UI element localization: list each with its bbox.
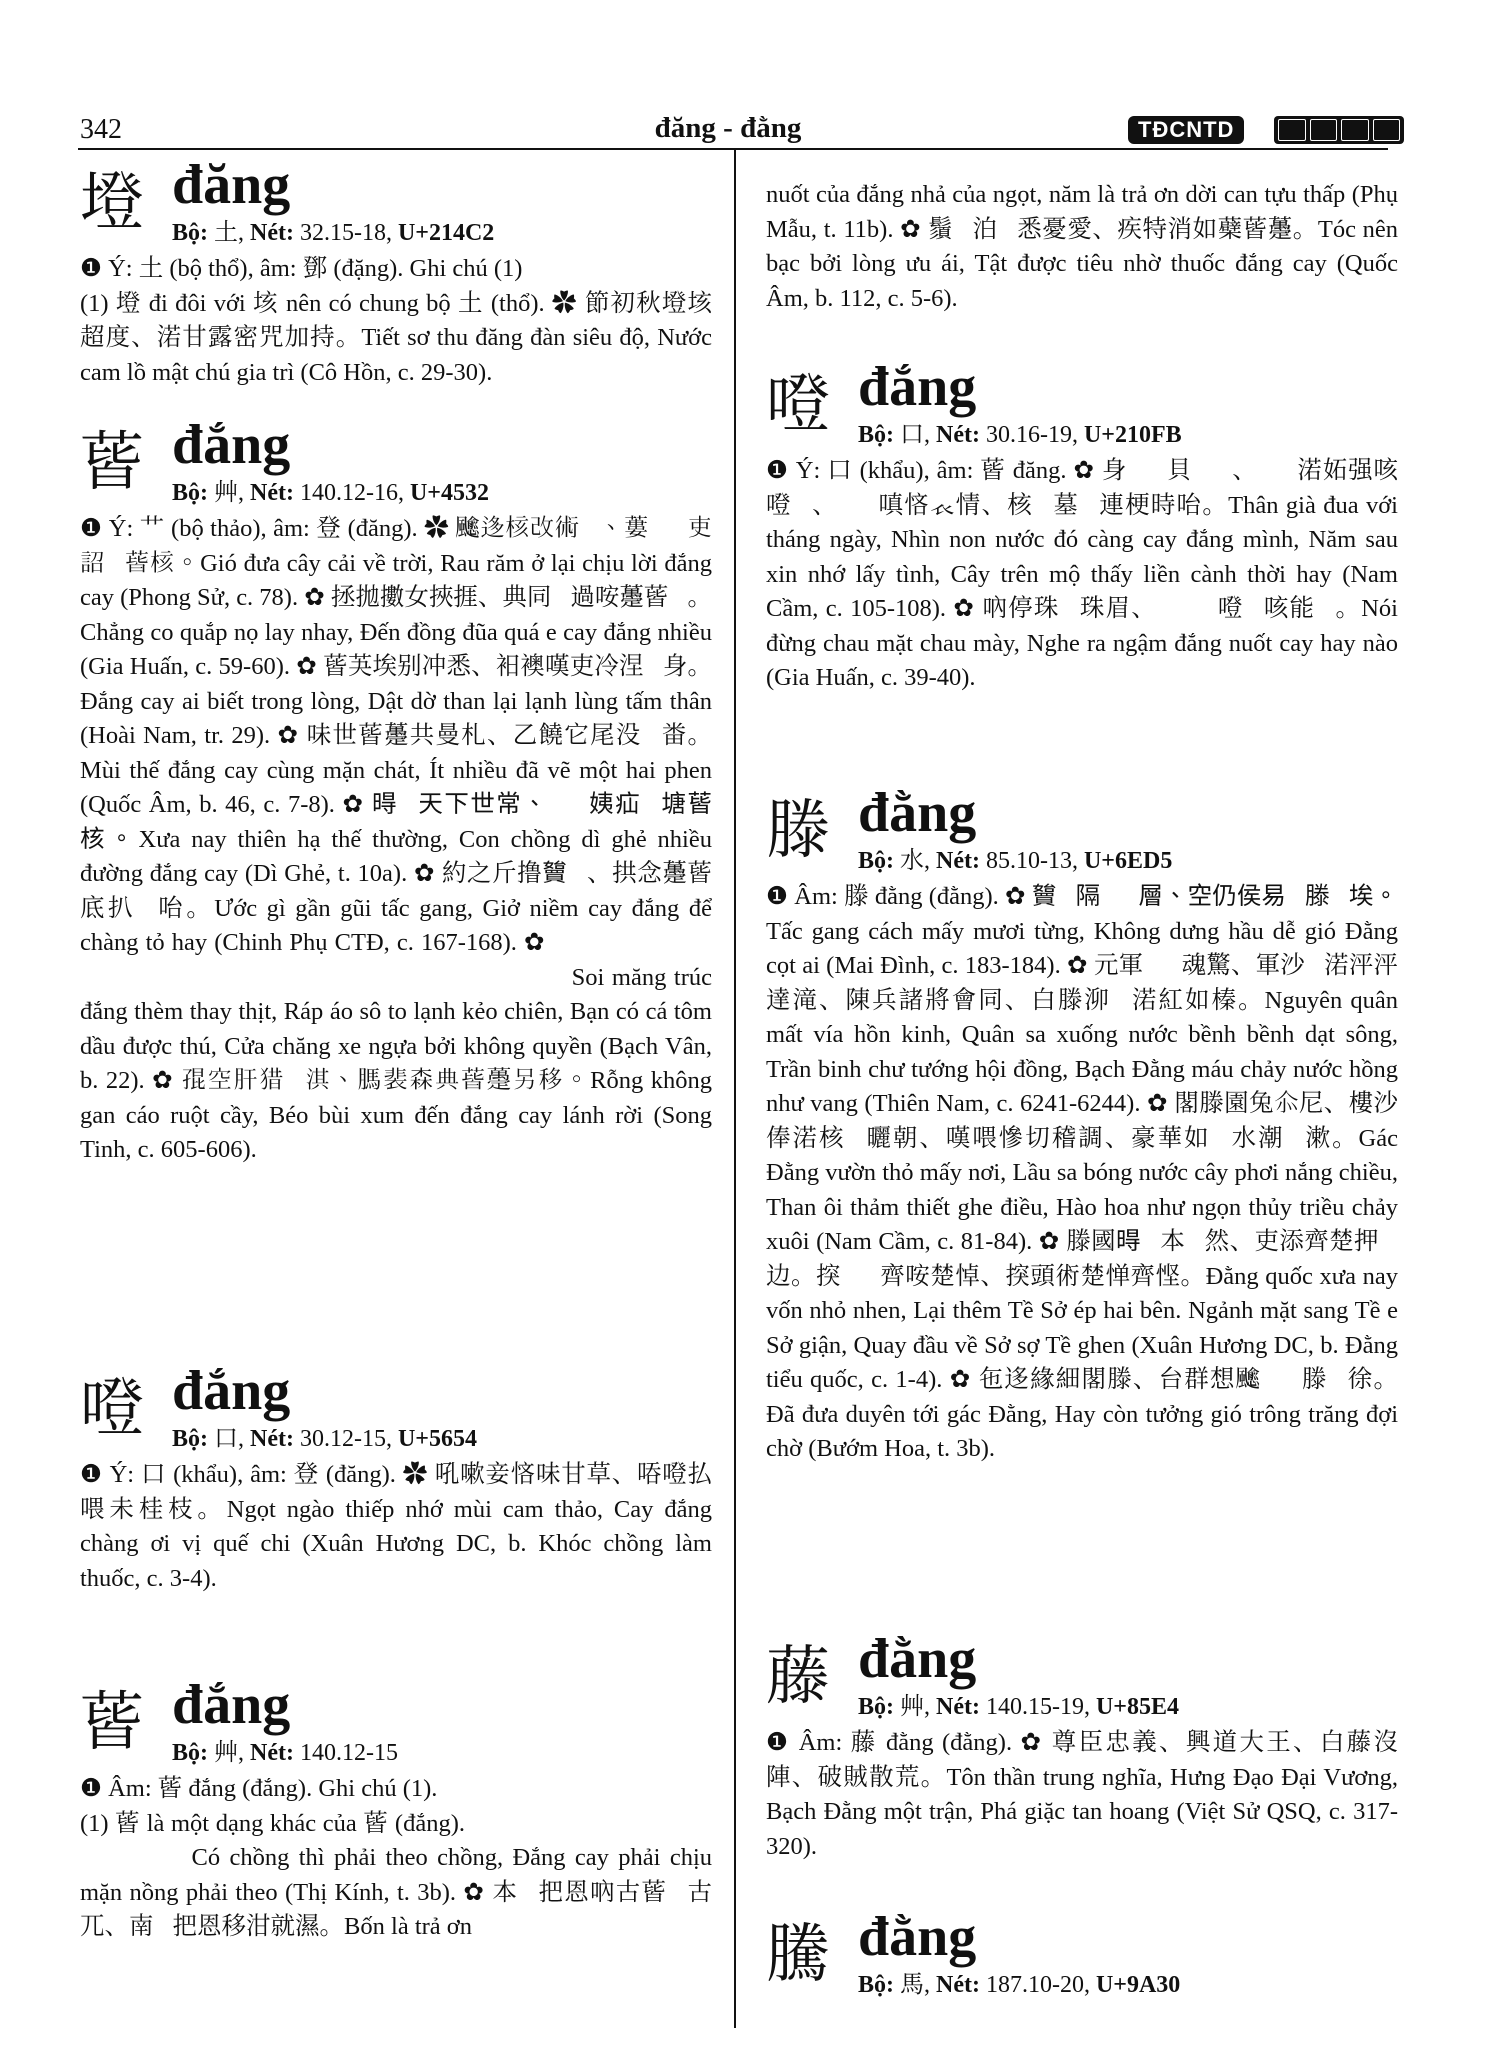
entry-glyph: 騰 (766, 1918, 830, 1992)
entry-definition: ❶ Âm: 滕 đằng (đằng). ✿ 𡤓𪬙隔𠇍𨑮層、空仍侯易𩙍滕𥗾埃。Tấc gang cách mấy mươi từng, Không dưng hầu dễ gió Đằng cọt ai (Mai Đình, c. 183-184). ✿ 元軍𣅶𡉦魂驚、軍沙𠾕渃泙泙達滝、陳兵諸將會同、白滕泖𣴜渃紅如榛。Nguyên quân mất vía hồn kinh, Quân sa xuống nước bềnh bềnh dạt sông, Trần binh chư tướng hội đồng, Bạch Đằng máu chảy nước hồng như vang (Thiên Nam, c. 6241-6244). ✿ 閣滕園兔𠇍尼、樓沙俸渃核𣊾曬朝、嘆喂慘切稽調、豪華如𦹵水潮𣴜漱。Gác Đằng vườn thỏ mấy nơi, Lầu sa bóng nước cây phơi nắng chiều, Than ôi thảm thiết ghe điều, Hào hoa như ngọn thủy triều chảy xuôi (Nam Cầm, c. 81-84). ✿ 滕國𣈜𣅶本𣴭然、吏添齊楚押𨕭边。揬𥈺𨖲齊咹楚悼、揬頭術楚惮齊悭。Đằng quốc xưa nay vốn nhỏ nhen, Lại thêm Tề Sở ép hai bên. Ngảnh mặt sang Tề e Sở giận, Quay đầu về Sở sợ Tề ghen (Xuân Hương DC, b. Đằng tiểu quốc, c. 1-4). ✿ 㐌迻緣細閣滕、台群想𩙍𪮊𩄲滕𡗶徐。Đã đưa duyên tới gác Đằng, Hay còn tưởng gió trông trăng đợi chờ (Bướm Hoa, t. 3b). (766, 883, 1398, 1462)
entry-info: Bộ: 口, Nét: 30.16-19, U+210FB (858, 422, 1182, 448)
right-column (766, 178, 1398, 2018)
entry-note: (1) 蒈 là một dạng khác của 蒈 (đắng). ✿ 𨀈𡖡時沛蹺𡖡、蒈𧄌沛詔𠻃噥沛蹺。Có chồng thì phải theo chồng, Đắng cay phải chịu mặn nồng phải theo (Thị Kính, t. 3b). ✿ 本𠸗把恩吶古蒈𬩘古兀、南𠸗把恩移泔就濕。Bốn là trả ơn (80, 1809, 712, 1940)
entry-glyph: 滕 (766, 794, 830, 868)
entry-continuation (766, 178, 1398, 348)
entry (80, 1360, 712, 1666)
left-column (80, 154, 712, 1959)
entry-info: Bộ: 口, Nét: 30.12-15, U+5654 (172, 1426, 477, 1452)
entry-head (766, 782, 1398, 880)
entry-head (80, 154, 712, 252)
entry-headword: đắng (858, 356, 977, 418)
entry-note: (1) 墱 đi đôi với 垓 nên có chung bộ 土 (thổ). ✿ 節初秋墱垓超度、渃甘露密咒加持。Tiết sơ thu đăng đàn siêu độ, Nước cam lồ mật chú gia trì (Cô Hồn, c. 29-30). (80, 289, 712, 386)
page-header (78, 112, 1378, 152)
page-number: 342 (80, 114, 122, 145)
entry-info: Bộ: 水, Nét: 85.10-13, U+6ED5 (858, 848, 1173, 874)
entry-glyph: 噔 (766, 368, 830, 442)
continuation-text: nuốt của đắng nhả của ngọt, năm là trả ơn dời can tựu thấp (Phụ Mẫu, t. 11b). ✿ 鬚𩯀泊𪶁悉憂愛、疾特消如蘗蒈𧄌。Tóc nên bạc bởi lòng ưu ái, Tật được tiêu nhờ thuốc đắng cay (Quốc Âm, b. 112, c. 5-6). (766, 181, 1398, 312)
entry-glyph: 藤 (766, 1640, 830, 1714)
entry-definition: ❶ Ý: 艹 (bộ thảo), âm: 登 (đăng). ✿ 𩙍迻核改術𡗶、蔞𦹳𤤰吏詔𠳨蒈核。Gió đưa cây cải về trời, Rau răm ở lại chịu lời đắng cay (Phong Sử, c. 78). ✿ 拯拋擻女挾捱、典同𥸩過咹𧄌蒈𩭼。Chẳng co quắp nọ lay nhay, Đến đồng đũa quá e cay đắng nhiều (Gia Huấn, c. 59-60). ✿ 蒈芵埃别冲悉、衵襖嘆吏冷涅𣍊身。Đắng cay ai biết trong lòng, Dật dờ than lại lạnh lùng tấm thân (Hoài Nam, tr. 29). ✿ 味世蒈𧄌共曼札、乙饒它尾没𨕭畨。Mùi thế đắng cay cùng mặn chát, Ít nhiều đã vẽ một hai phen (Quốc Âm, b. 46, c. 7-8). ✿ 𣈜𣅶天下世常、𫲸𡞕姨疝𩭼塘蒈核。Xưa nay thiên hạ thế thường, Con chồng dì ghẻ nhiều đường đắng cay (Dì Ghẻ, t. 10a). ✿ 約之斤撸𡤓𪬙、拱念𧄌蒈底扒𢣂咍。Ước gì gần gũi tấc gang, Giở niềm cay đắng để chàng tỏ hay (Chinh Phụ CTĐ, c. 167-168). ✿ 𤇮芒竹蒈饒台𦛿、拉襖𦺓蘇冷矯𤍶、伴固鮒鮑油特趣、閉庄車馭𪶁空權。Soi măng trúc đắng thèm thay thịt, Ráp áo sô to lạnh kẻo chiên, Bạn có cá tôm dầu được thú, Cửa chăng xe ngựa bởi không quyền (Bạch Vân, b. 22). ✿ 𡥵空肝猎𦛌淇、𦟐裴森典蒈𧄌另移。Rỗng không gan cáo ruột cầy, Béo bùi xum đến đắng cay lánh rời (Song Tinh, c. 605-606). (80, 515, 712, 1163)
entry (80, 154, 712, 406)
page-title: đăng - đằng (654, 112, 802, 144)
entry-definition: ❶ Ý: 口 (khẩu), âm: 登 (đăng). ✿ 吼嗽妾悋味甘草、㖔噔払喂未桂枝。Ngọt ngào thiếp nhớ mùi cam thảo, Cay đắng chàng ơi vị quế chi (Xuân Hương DC, b. Khóc chồng làm thuốc, c. 3-4). (80, 1461, 712, 1592)
entry-head (766, 1906, 1398, 2004)
entry-headword: đằng (858, 1628, 977, 1690)
entry-info: Bộ: 馬, Nét: 187.10-20, U+9A30 (858, 1972, 1181, 1998)
entry-headword: đắng (172, 1360, 291, 1422)
entry-head (80, 1674, 712, 1772)
entry-info: Bộ: 艸, Nét: 140.12-15 (172, 1740, 398, 1766)
entry-glyph: 蒈 (80, 1686, 144, 1760)
entry (80, 1674, 712, 1945)
entry-headword: đăng (172, 154, 291, 216)
entry-info: Bộ: 艸, Nét: 140.15-19, U+85E4 (858, 1694, 1179, 1720)
entry-headword: đắng (172, 1674, 291, 1736)
entry-headword: đắng (172, 414, 291, 476)
entry-info: Bộ: 艸, Nét: 140.12-16, U+4532 (172, 480, 489, 506)
entry-head (766, 1628, 1398, 1726)
publisher-badge: TĐCNTD (1128, 116, 1244, 144)
entry-definition: ❶ Âm: 藤 đằng (đằng). ✿ 尊臣忠義、興道大王、白藤沒陣、破賊散荒。Tôn thần trung nghĩa, Hưng Đạo Đại Vương, Bạch Đằng một trận, Phá giặc tan hoang (Việt Sử QSQ, c. 317-320). (766, 1729, 1398, 1860)
entry-glyph: 蒈 (80, 426, 144, 500)
entry-headword: đằng (858, 782, 977, 844)
entry-glyph: 墱 (80, 166, 144, 240)
column-divider (734, 148, 736, 2028)
entry (766, 782, 1398, 1620)
seal-logo (1274, 116, 1404, 144)
entry-headword: đằng (858, 1906, 977, 1968)
entry (766, 1906, 1398, 2004)
entry-definition: ❶ Ý: 口 (khẩu), âm: 蒈 đăng. ✿ 身𦟖𨀈貝𦝄𨋣、𥊚𡮈渃妬强咳噔𨉟、𨀈𥈸嗔悋𧘇情、核𨑗墓𥆾連梗時咍。Thân già đua với tháng ngày, Nhìn non nước đó càng cay đắng mình, Năm sau xin nhớ lấy tình, Cây trên mộ thấy liền cành thời hay (Nam Cầm, c. 105-108). ✿ 吶停珠𥈺珠眉、𥊚𪶁𣻆噔𠻃咳能𣃱。Nói đừng chau mặt chau mày, Nghe ra ngậm đắng nuốt cay hay nào (Gia Huấn, c. 39-40). (766, 457, 1398, 691)
entry-definition: ❶ Âm: 蒈 đắng (đắng). Ghi chú (1). (80, 1775, 438, 1802)
entry (766, 1628, 1398, 1898)
entry (766, 356, 1398, 774)
entry-head (766, 356, 1398, 454)
entry-head (80, 1360, 712, 1458)
entry-head (80, 414, 712, 512)
entry (80, 414, 712, 1352)
entry-info: Bộ: 土, Nét: 32.15-18, U+214C2 (172, 220, 495, 246)
header-rule (78, 148, 1388, 150)
entry-definition: ❶ Ý: 土 (bộ thổ), âm: 鄧 (đặng). Ghi chú (1) (80, 255, 523, 282)
entry-glyph: 噔 (80, 1372, 144, 1446)
